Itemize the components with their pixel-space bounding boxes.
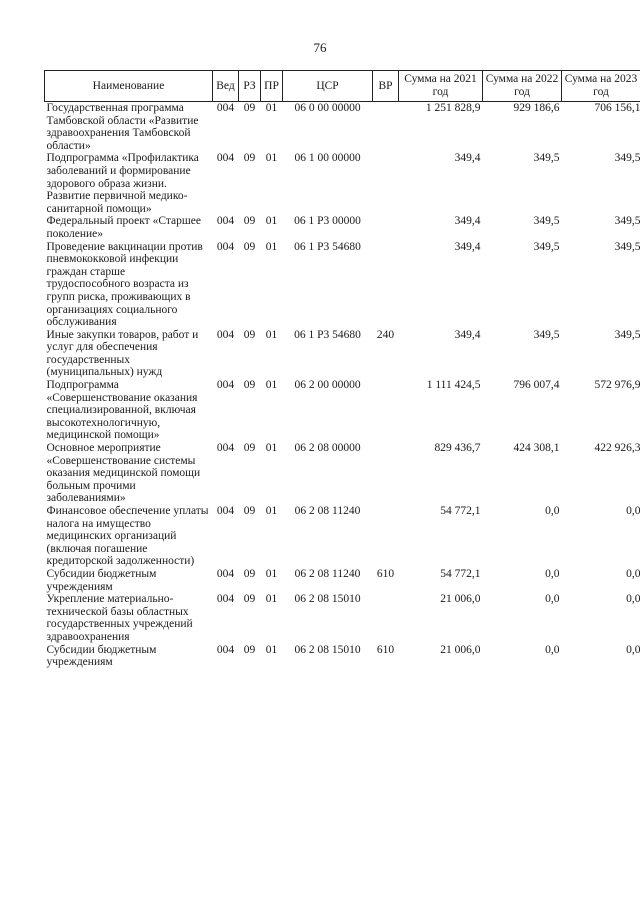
table-cell-sum-2022: 424 308,1 xyxy=(513,442,560,455)
table-cell-csr: 06 2 08 00000 xyxy=(294,442,361,455)
col-header-sum-2023: Сумма на 2023 год xyxy=(562,71,640,102)
table-cell-sum-2023: 706 156,1 xyxy=(594,102,640,114)
table-cell-name: Федеральный проект «Старшее поколение» xyxy=(46,215,201,240)
col-header-csr: ЦСР xyxy=(283,71,373,102)
table-cell-vr xyxy=(373,241,399,329)
table-cell-sum-2023: 0,0 xyxy=(626,643,640,656)
table-cell-pr: 01 xyxy=(265,593,278,606)
table-cell-csr: 06 0 00 00000 xyxy=(294,102,361,114)
table-cell-name: Укрепление материально-технической базы областных государственных учреждений здравоохранения xyxy=(46,593,193,643)
table-cell-sum-2023: 349,5 xyxy=(614,328,640,341)
table-cell-rz: 09 xyxy=(243,593,256,606)
table-cell-pr: 01 xyxy=(265,102,278,114)
table-cell-pr: 01 xyxy=(265,215,278,228)
table-cell-vr xyxy=(373,593,399,643)
table-cell-name: Подпрограмма «Совершенствование оказания специализированной, включая высокотехнологичную, медицинской помощи» xyxy=(46,379,198,442)
table-cell-sum-2022: 929 186,6 xyxy=(513,102,560,114)
table-cell-ved: 004 xyxy=(216,152,235,165)
table-cell-vr xyxy=(373,379,399,442)
table-cell-vr xyxy=(373,505,399,568)
table-cell-csr: 06 1 P3 54680 xyxy=(294,240,361,253)
table-cell-ved: 004 xyxy=(216,643,235,656)
table-cell-sum-2021: 54 772,1 xyxy=(440,505,481,517)
table-cell-name: Проведение вакцинации против пневмококковой инфекции граждан старше трудоспособного возраста из групп риска, проживающих в организациях социального обслуживания xyxy=(46,240,203,329)
table-cell-name: Субсидии бюджетным учреждениям xyxy=(46,567,157,593)
table-cell-sum-2021: 54 772,1 xyxy=(440,567,481,580)
table-cell-vr xyxy=(373,442,399,505)
table-cell-sum-2021: 21 006,0 xyxy=(440,643,481,656)
table-cell-sum-2022: 349,5 xyxy=(533,215,560,228)
col-header-ved: Вед xyxy=(213,71,239,102)
table-cell-vr xyxy=(373,102,399,153)
table-cell-rz: 09 xyxy=(243,643,256,656)
table-row xyxy=(45,505,640,568)
table-cell-vr xyxy=(373,215,399,240)
table-cell-ved: 004 xyxy=(216,102,235,114)
table-row xyxy=(45,152,640,215)
table-cell-sum-2023: 349,5 xyxy=(614,152,640,165)
table-cell-sum-2021: 349,4 xyxy=(454,215,481,228)
table-cell-sum-2021: 1 251 828,9 xyxy=(425,102,481,114)
table-row xyxy=(45,241,640,329)
table-cell-ved: 004 xyxy=(216,240,235,253)
table-cell-pr: 01 xyxy=(265,379,278,392)
table-cell-sum-2023: 349,5 xyxy=(614,215,640,228)
table-cell-name: Иные закупки товаров, работ и услуг для обеспечения государственных (муниципальных) нужд xyxy=(46,328,199,379)
table-cell-ved: 004 xyxy=(216,379,235,392)
table-cell-csr: 06 1 00 00000 xyxy=(294,152,361,165)
table-cell-csr: 06 2 08 11240 xyxy=(294,567,361,580)
table-cell-name: Финансовое обеспечение уплаты налога на имущество медицинских организаций (включая погашение кредиторской задолженности) xyxy=(46,505,209,568)
table-cell-pr: 01 xyxy=(265,442,278,455)
table-cell-rz: 09 xyxy=(243,567,256,580)
table-cell-ved: 004 xyxy=(216,215,235,228)
table-cell-vr: 610 xyxy=(376,643,395,656)
table-cell-sum-2023: 572 976,9 xyxy=(594,379,640,392)
table-row xyxy=(45,215,640,240)
table-cell-ved: 004 xyxy=(216,328,235,341)
table-cell-pr: 01 xyxy=(265,240,278,253)
table-cell-sum-2022: 0,0 xyxy=(545,593,560,606)
table-row xyxy=(45,568,640,593)
col-header-rz: РЗ xyxy=(239,71,261,102)
col-header-sum-2022: Сумма на 2022 год xyxy=(483,71,562,102)
table-cell-csr: 06 2 00 00000 xyxy=(294,379,361,392)
page-number: 76 xyxy=(313,40,327,55)
budget-table xyxy=(44,70,640,669)
table-cell-sum-2022: 0,0 xyxy=(545,505,560,517)
table-cell-pr: 01 xyxy=(265,643,278,656)
table-row xyxy=(45,102,640,153)
table-cell-name: Основное мероприятие «Совершенствование системы оказания медицинской помощи больным прочими заболеваниями» xyxy=(46,442,201,505)
table-cell-name: Государственная программа Тамбовской области «Развитие здравоохранения Тамбовской области» xyxy=(46,102,199,152)
table-cell-sum-2021: 1 111 424,5 xyxy=(426,379,481,392)
table-cell-sum-2022: 0,0 xyxy=(545,643,560,656)
col-header-vr: ВР xyxy=(373,71,399,102)
table-cell-vr xyxy=(373,152,399,215)
col-header-sum-2021: Сумма на 2021 год xyxy=(399,71,483,102)
table-header-row xyxy=(45,71,640,102)
table-cell-sum-2021: 349,4 xyxy=(454,328,481,341)
table-cell-rz: 09 xyxy=(243,505,256,517)
table-cell-sum-2022: 0,0 xyxy=(545,567,560,580)
table-cell-pr: 01 xyxy=(265,328,278,341)
table-cell-rz: 09 xyxy=(243,215,256,228)
col-header-pr: ПР xyxy=(261,71,283,102)
table-row xyxy=(45,379,640,442)
table-cell-rz: 09 xyxy=(243,102,256,114)
table-cell-sum-2022: 349,5 xyxy=(533,240,560,253)
table-cell-csr: 06 1 P3 00000 xyxy=(294,215,361,228)
table-cell-sum-2023: 422 926,3 xyxy=(594,442,640,455)
col-header-name: Наименование xyxy=(45,71,213,102)
table-cell-name: Подпрограмма «Профилактика заболеваний и формирование здорового образа жизни. Развитие первичной медико-санитарной помощи» xyxy=(46,152,199,215)
table-cell-rz: 09 xyxy=(243,328,256,341)
table-cell-ved: 004 xyxy=(216,593,235,606)
table-cell-name: Субсидии бюджетным учреждениям xyxy=(46,643,157,669)
table-cell-sum-2021: 349,4 xyxy=(454,152,481,165)
table-cell-csr: 06 2 08 15010 xyxy=(294,643,361,656)
table-row xyxy=(45,442,640,505)
table-row xyxy=(45,593,640,643)
table-cell-sum-2021: 21 006,0 xyxy=(440,593,481,606)
table-row xyxy=(45,644,640,669)
table-cell-sum-2022: 349,5 xyxy=(533,328,560,341)
table-cell-sum-2021: 349,4 xyxy=(454,240,481,253)
table-cell-csr: 06 2 08 15010 xyxy=(294,593,361,606)
table-cell-csr: 06 2 08 11240 xyxy=(294,505,361,517)
table-cell-sum-2022: 349,5 xyxy=(533,152,560,165)
table-row xyxy=(45,329,640,379)
table-cell-pr: 01 xyxy=(265,505,278,517)
table-cell-pr: 01 xyxy=(265,152,278,165)
table-cell-pr: 01 xyxy=(265,567,278,580)
table-cell-sum-2022: 796 007,4 xyxy=(513,379,560,392)
table-cell-rz: 09 xyxy=(243,240,256,253)
table-cell-rz: 09 xyxy=(243,152,256,165)
table-cell-ved: 004 xyxy=(216,505,235,517)
table-cell-ved: 004 xyxy=(216,567,235,580)
table-cell-csr: 06 1 P3 54680 xyxy=(294,328,361,341)
table-cell-vr: 240 xyxy=(376,328,395,341)
table-cell-ved: 004 xyxy=(216,442,235,455)
table-cell-sum-2023: 349,5 xyxy=(614,240,640,253)
table-cell-sum-2021: 829 436,7 xyxy=(434,442,481,455)
table-cell-sum-2023: 0,0 xyxy=(626,593,640,606)
table-cell-sum-2023: 0,0 xyxy=(626,505,640,517)
table-cell-rz: 09 xyxy=(243,442,256,455)
table-cell-sum-2023: 0,0 xyxy=(626,567,640,580)
table-cell-vr: 610 xyxy=(376,567,395,580)
table-cell-rz: 09 xyxy=(243,379,256,392)
